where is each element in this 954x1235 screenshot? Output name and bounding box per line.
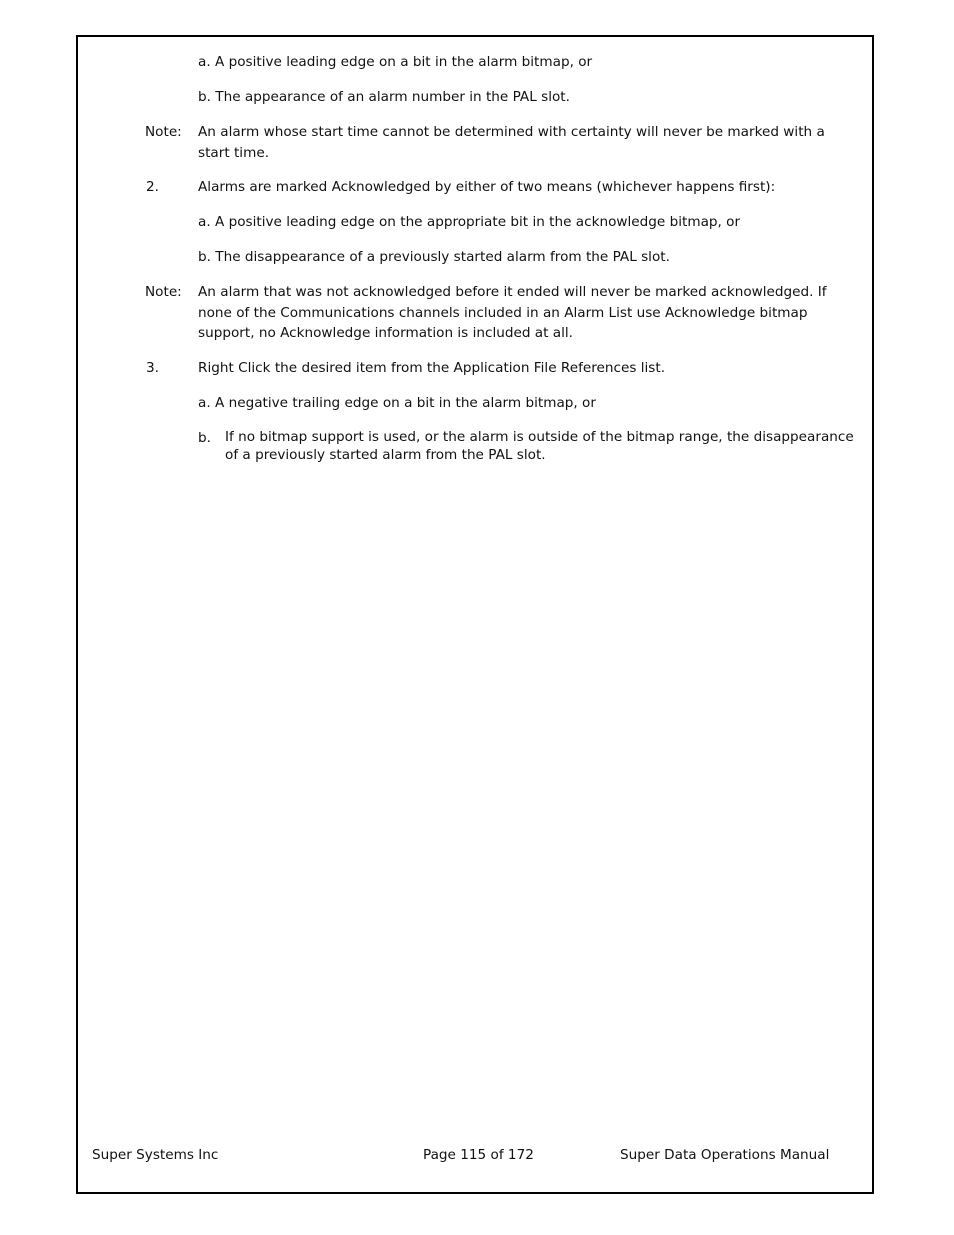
step-number-3: 3. bbox=[146, 360, 159, 376]
note-label: Note: bbox=[145, 124, 182, 140]
step-2-text: Alarms are marked Acknowledged by either of two means (whichever happens first): bbox=[198, 179, 776, 195]
footer-company: Super Systems Inc bbox=[92, 1147, 219, 1163]
list-item-a-positive-edge: a. A positive leading edge on a bit in the alarm bitmap, or bbox=[198, 54, 593, 70]
footer-manual-title: Super Data Operations Manual bbox=[620, 1147, 830, 1163]
footer-page-number: Page 115 of 172 bbox=[423, 1147, 534, 1163]
list-item-b-label: b. bbox=[198, 430, 211, 446]
list-item-b-no-bitmap-text: If no bitmap support is used, or the alarm is outside of the bitmap range, the disappearance of a previously started alarm from the PAL slot. bbox=[225, 429, 854, 463]
list-item-b-disappearance: b. The disappearance of a previously started alarm from the PAL slot. bbox=[198, 249, 670, 265]
list-item-b-appearance: b. The appearance of an alarm number in the PAL slot. bbox=[198, 89, 570, 105]
step-3-text: Right Click the desired item from the Application File References list. bbox=[198, 360, 666, 376]
list-item-a-acknowledge-edge: a. A positive leading edge on the appropriate bit in the acknowledge bitmap, or bbox=[198, 214, 741, 230]
note-label: Note: bbox=[145, 284, 182, 300]
step-number-2: 2. bbox=[146, 179, 159, 195]
note-start-time-text: An alarm whose start time cannot be determined with certainty will never be marked with a start time. bbox=[198, 124, 825, 161]
list-item-a-negative-edge: a. A negative trailing edge on a bit in the alarm bitmap, or bbox=[198, 395, 596, 411]
page-border bbox=[76, 35, 874, 1194]
note-acknowledge-text: An alarm that was not acknowledged before it ended will never be marked acknowledged. If none of the Communications channels included in an Alarm List use Acknowledge bitmap support, no Acknowledge information is included at all. bbox=[198, 284, 827, 341]
